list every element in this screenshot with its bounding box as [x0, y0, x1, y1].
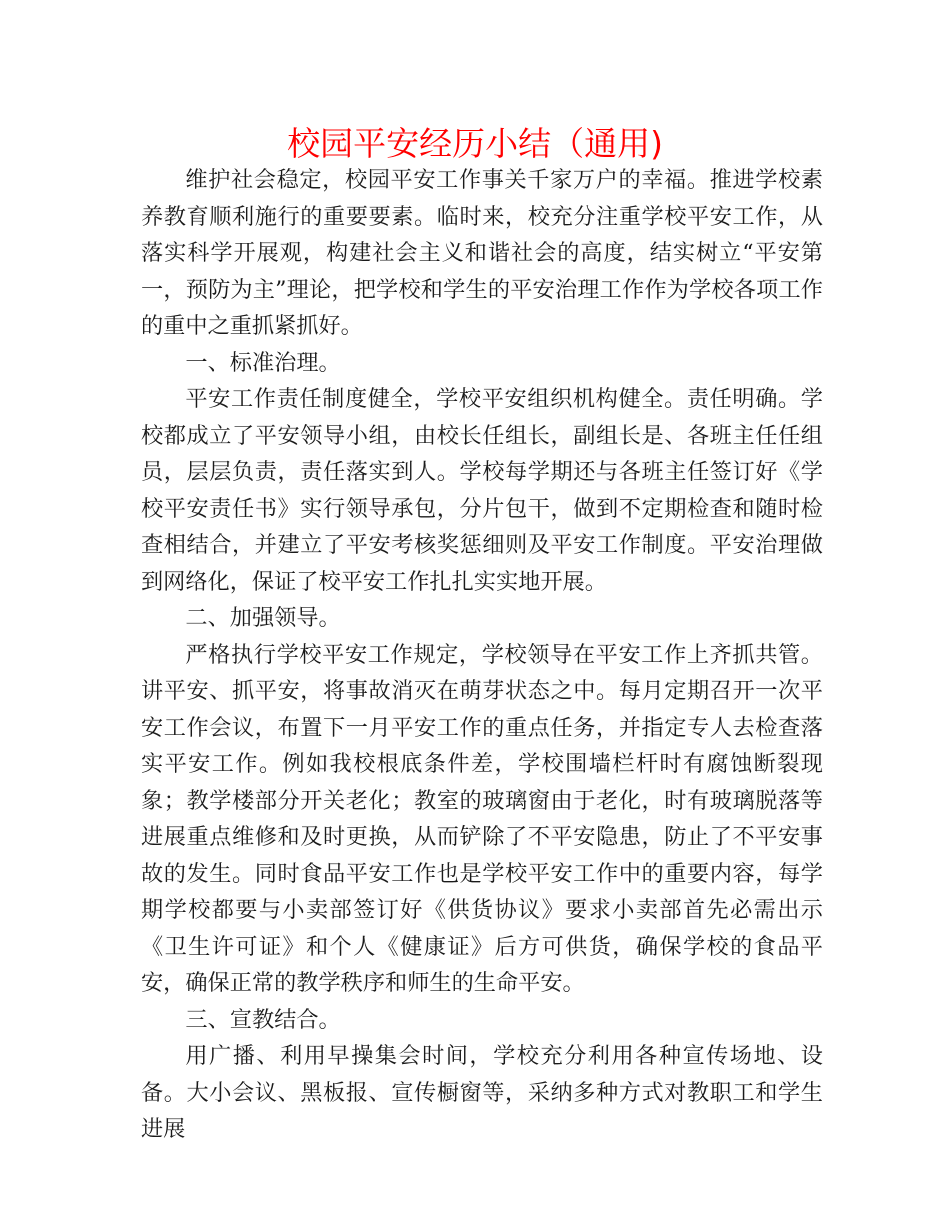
- section-heading-2: 二、加强领导。: [185, 605, 341, 631]
- paragraph-section-3: 用广播、利用早操集会时间，学校充分利用各种宣传场地、设备。大小会议、黑板报、宣传橱窗等，采纳多种方式对教职工和学生进展: [141, 1043, 823, 1142]
- section-heading-3: 三、宣教结合。: [185, 1006, 341, 1033]
- paragraph-section-2: 严格执行学校平安工作规定，学校领导在平安工作上齐抓共管。讲平安、抓平安，将事故消灭在萌芽状态之中。每月定期召开一次平安工作会议，布置下一月平安工作的重点任务，并指定专人去检查落实平安工作。例如我校根底条件差，学校围墙栏杆时有腐蚀断裂现象；教学楼部分开关老化；教室的玻璃窗由于老化，时有玻璃脱落等进展重点维修和及时更换，从而铲除了不平安隐患，防止了不平安事故的发生。同时食品平安工作也是学校平安工作中的重要内容，每学期学校都要与小卖部签订好《供货协议》要求小卖部首先必需出示《卫生许可证》和个人《健康证》后方可供货，确保学校的食品平安，确保正常的教学秩序和师生的生命平安。: [141, 641, 823, 996]
- document-title: 校园平安经历小结（通用): [287, 124, 663, 163]
- paragraph-intro: 维护社会稳定，校园平安工作事关千家万户的幸福。推进学校素养教育顺利施行的重要要素。临时来，校充分注重学校平安工作，从落实科学开展观，构建社会主义和谐社会的高度，结实树立“平安第一，预防为主”理论，把学校和学生的平安治理工作作为学校各项工作的重中之重抓紧抓好。: [141, 167, 823, 339]
- section-heading-1: 一、标准治理。: [185, 349, 341, 376]
- document-body: [141, 162, 823, 1148]
- paragraph-section-1: 平安工作责任制度健全，学校平安组织机构健全。责任明确。学校都成立了平安领导小组，由校长任组长，副组长是、各班主任任组员，层层负责，责任落实到人。学校每学期还与各班主任签订好《学校平安责任书》实行领导承包，分片包干，做到不定期检查和随时检查相结合，并建立了平安考核奖惩细则及平安工作制度。平安治理做到网络化，保证了校平安工作扎扎实实地开展。: [141, 386, 823, 595]
